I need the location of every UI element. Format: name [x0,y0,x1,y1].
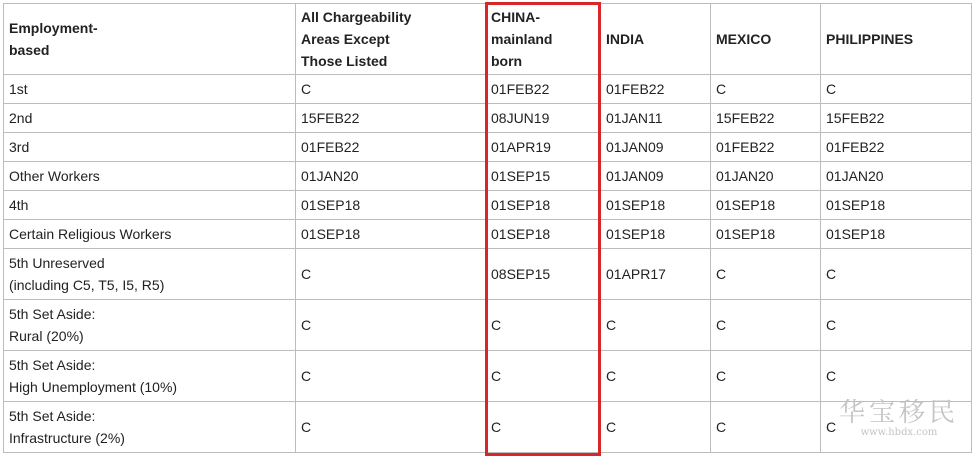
table-cell: 15FEB22 [296,104,486,133]
table-row [4,351,972,402]
table-cell: 01APR19 [486,133,601,162]
table-row [4,75,972,104]
row-label [4,162,296,191]
table-cell: C [711,300,821,351]
table-cell: 01SEP18 [601,220,711,249]
header-all-chargeability [296,4,486,75]
table-cell: 01JAN20 [296,162,486,191]
table-cell: C [821,300,972,351]
header-line: INDIA [606,31,645,47]
table-cell: C [711,351,821,402]
table-row [4,402,972,453]
row-label-line: 4th [9,197,29,213]
table-cell: 01JAN11 [601,104,711,133]
table-cell: 01FEB22 [296,133,486,162]
row-label [4,133,296,162]
table-cell: 01SEP18 [821,220,972,249]
header-line: Employment- [9,20,98,36]
table-cell: C [601,351,711,402]
row-label-line: 5th Set Aside: [9,306,96,322]
table-row [4,104,972,133]
table-cell: C [296,300,486,351]
header-line: Areas Except [301,31,390,47]
table-row [4,249,972,300]
table-cell: 01FEB22 [711,133,821,162]
table-cell: 08SEP15 [486,249,601,300]
row-label [4,300,296,351]
table-cell: 01JAN09 [601,162,711,191]
table-cell: C [296,249,486,300]
header-line: born [491,53,523,69]
table-cell: C [821,402,972,453]
visa-bulletin-table [3,3,972,453]
row-label-line: 5th Set Aside: [9,357,96,373]
header-employment-based [4,4,296,75]
table-cell: 01JAN09 [601,133,711,162]
table-cell: C [711,402,821,453]
table-cell: C [296,402,486,453]
table-cell: 01SEP18 [486,220,601,249]
table-cell: 01JAN20 [711,162,821,191]
table-cell: 15FEB22 [821,104,972,133]
table-cell: C [486,300,601,351]
header-line: mainland [491,31,553,47]
header-line: All Chargeability [301,9,412,25]
header-line: PHILIPPINES [826,31,914,47]
table-cell: 01SEP18 [711,191,821,220]
table-cell: 01JAN20 [821,162,972,191]
table-cell: 01SEP18 [821,191,972,220]
row-label-line: 5th Unreserved [9,255,105,271]
row-label-line: 5th Set Aside: [9,408,96,424]
header-philippines [821,4,972,75]
table-row [4,162,972,191]
watermark-subtext: www.hbdx.com [860,427,938,438]
header-china [486,4,601,75]
table-cell: 01FEB22 [821,133,972,162]
table-row [4,133,972,162]
table-cell: 01SEP18 [601,191,711,220]
table-cell: 01APR17 [601,249,711,300]
row-label-line: High Unemployment (10%) [9,379,178,395]
row-label-line: 2nd [9,110,33,126]
table-cell: C [601,300,711,351]
row-label-line: 1st [9,81,28,97]
header-india [601,4,711,75]
header-mexico [711,4,821,75]
table-cell: 15FEB22 [711,104,821,133]
table-row [4,220,972,249]
table-cell: 01SEP18 [296,220,486,249]
table-row [4,191,972,220]
row-label [4,351,296,402]
row-label-line: (including C5, T5, I5, R5) [9,277,165,293]
table-cell: C [601,402,711,453]
table-cell: 01FEB22 [601,75,711,104]
table-cell: C [711,249,821,300]
row-label [4,402,296,453]
table-cell: 08JUN19 [486,104,601,133]
row-label [4,75,296,104]
table-cell: C [821,75,972,104]
header-line: based [9,42,50,58]
table-cell: 01SEP18 [296,191,486,220]
row-label-line: Certain Religious Workers [9,226,172,242]
row-label [4,249,296,300]
table-cell: 01SEP18 [711,220,821,249]
table-cell: C [711,75,821,104]
row-label-line: Other Workers [9,168,100,184]
row-label-line: Infrastructure (2%) [9,430,125,446]
row-label-line: 3rd [9,139,30,155]
table-cell: 01SEP18 [486,191,601,220]
table-cell: 01SEP15 [486,162,601,191]
row-label [4,191,296,220]
table-row [4,300,972,351]
table-cell: C [296,351,486,402]
table-cell: C [486,351,601,402]
table-cell: C [821,351,972,402]
table-cell: C [296,75,486,104]
header-row [4,4,972,75]
table-cell: C [486,402,601,453]
watermark-text: 华宝移民 [838,398,959,428]
table-cell: C [821,249,972,300]
header-line: MEXICO [716,31,772,47]
row-label [4,104,296,133]
header-line: Those Listed [301,53,388,69]
row-label [4,220,296,249]
table-cell: 01FEB22 [486,75,601,104]
header-line: CHINA- [491,9,540,25]
row-label-line: Rural (20%) [9,328,84,344]
